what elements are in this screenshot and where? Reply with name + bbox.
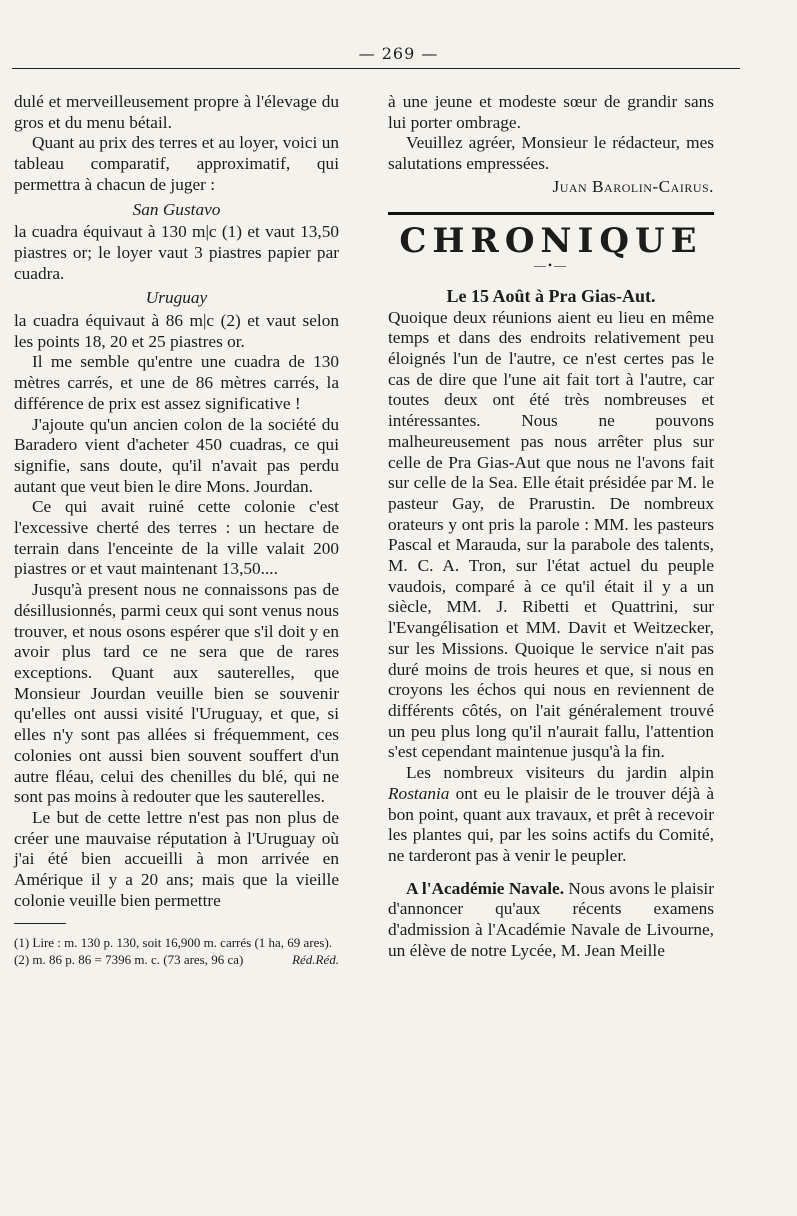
- page-number: — 269 —: [358, 44, 439, 63]
- paragraph: dulé et merveilleusement propre à l'élevage du gros et du menu bétail.: [14, 92, 339, 132]
- article-heading-inline: A l'Académie Navale.: [406, 878, 565, 898]
- paragraph: la cuadra équivaut à 86 m|c (2) et vaut selon les points 18, 20 et 25 piastres or.: [14, 311, 339, 351]
- footnote-redaction-mark: Réd.: [315, 952, 339, 968]
- paragraph: Veuillez agréer, Monsieur le rédacteur, mes salutations empressées.: [388, 133, 714, 174]
- footnote-text: (2) m. 86 p. 86 = 7396 m. c. (73 ares, 96 ca): [14, 952, 244, 968]
- paragraph: [388, 763, 714, 867]
- paragraph: la cuadra équivaut à 130 m|c (1) et vaut 13,50 piastres or; le loyer vaut 3 piastres papier par cuadra.: [14, 222, 339, 283]
- text-run: Les nombreux visiteurs du jardin alpin: [406, 763, 714, 783]
- paragraph: [388, 879, 714, 962]
- paragraph: Quoique deux réunions aient eu lieu en même temps et dans des endroits relativement peu éloignés l'un de l'autre, ce n'est certes pas le cas de dire que l'une ait fait tort à l'autre, car toutes deux ont été très nombreuses et intéressantes. Nous ne pouvons malheureusement pas nous arrêter plus sur celle de Pra Gias-Aut que nous ne l'avons fait sur celle de la Sea. Elle était présidée par M. le pasteur Gay, de Prarustin. De nombreux orateurs y ont pris la parole : MM. les pasteurs Pascal et Marauda, sur la parabole des talents, M. C. A. Tron, sur l'état actuel du peuple vaudois, comparé à ce qu'il était il y a un siècle, MM. J. Ribetti et Quattrini, sur l'Evangélisation et MM. Davit et Weitzecker, sur les Missions. Quoique le service n'ait pas duré moins de trois heures et que, si nous en croyons les échos qui nous en reviennent de différents côtés, on l'ait généralement trouvé un peu plus long qu'il n'aurait fallu, l'attention s'est cependant maintenue jusqu'à la fin.: [388, 307, 714, 762]
- paragraph: Le but de cette lettre n'est pas non plus de créer une mauvaise réputation à l'Uruguay où j'ai été bien accueilli à mon arrivée en Amérique il y a 20 ans; mais que la vieille colonie veuille bien permettre: [14, 807, 339, 910]
- paragraph: Il me semble qu'entre une cuadra de 130 mètres carrés, et une de 86 mètres carrés, la différence de prix est assez significative !: [14, 352, 339, 413]
- chronique-title: CHRONIQUE: [399, 220, 703, 261]
- signature: Juan Barolin-Cairus.: [552, 176, 714, 196]
- subheading-san-gustavo: San Gustavo: [132, 199, 221, 219]
- footnote-2: [14, 951, 339, 968]
- article-heading: Le 15 Août à Pra Gias-Aut.: [446, 285, 656, 306]
- paragraph: J'ajoute qu'un ancien colon de la société du Baradero vient d'acheter 450 cuadras, ce qui signifie, sans doute, qu'il n'avait pas perdu autant que veut bien le dire Mons. Jourdan.: [14, 414, 339, 496]
- text-run: ont eu le plaisir de le trouver déjà à bon point, quant aux travaux, et prêt à recevoir les plantes qui, par les soins actifs du Comité, ne tarderont pas à venir le peupler.: [388, 783, 714, 865]
- ornament: —•—: [533, 258, 569, 273]
- footnote-text: (1) Lire : m. 130 p. 130, soit 16,900 m. carrés (1 ha, 69 ares).: [14, 935, 333, 951]
- paragraph: à une jeune et modeste sœur de grandir sans lui porter ombrage.: [388, 92, 714, 132]
- footnote-redaction-mark: Réd.: [292, 952, 316, 968]
- section-rule: [388, 212, 714, 215]
- italic-term: Rostania: [388, 783, 450, 803]
- subheading-uruguay: Uruguay: [145, 288, 208, 308]
- paragraph: Quant au prix des terres et au loyer, voici un tableau comparatif, approximatif, qui permettra à chacun de juger :: [14, 133, 339, 194]
- left-column: [14, 92, 339, 968]
- paragraph: Jusqu'à present nous ne connaissons pas de désillusionnés, parmi ceux qui sont venus nous trouver, et nous osons espérer que s'il doit y en avoir plus tard ce ne sera que de rares exceptions. Quant aux sauterelles, que Monsieur Jourdan veuille bien se souvenir qu'elles ont aussi visité l'Uruguay, et que, si elles n'y sont pas allées si fréquemment, ces colonies ont aussi bien souvent souffert d'un autre fléau, celui des chenilles du blé, qui ne sont pas moins à redouter que les sauterelles.: [14, 580, 339, 807]
- text-run: Nous avons le plaisir d'annoncer qu'aux récents examens d'admission à l'Académie Navale de Livourne, un élève de notre Lycée, M. Jean Meille: [388, 878, 714, 960]
- footnote-rule: [14, 923, 66, 924]
- paragraph: Ce qui avait ruiné cette colonie c'est l'excessive cherté des terres : un hectare de terrain dans l'enceinte de la ville valait 200 piastres or et vaut maintenant 13,50....: [14, 497, 339, 579]
- right-column: [388, 92, 714, 961]
- top-rule: [12, 68, 740, 69]
